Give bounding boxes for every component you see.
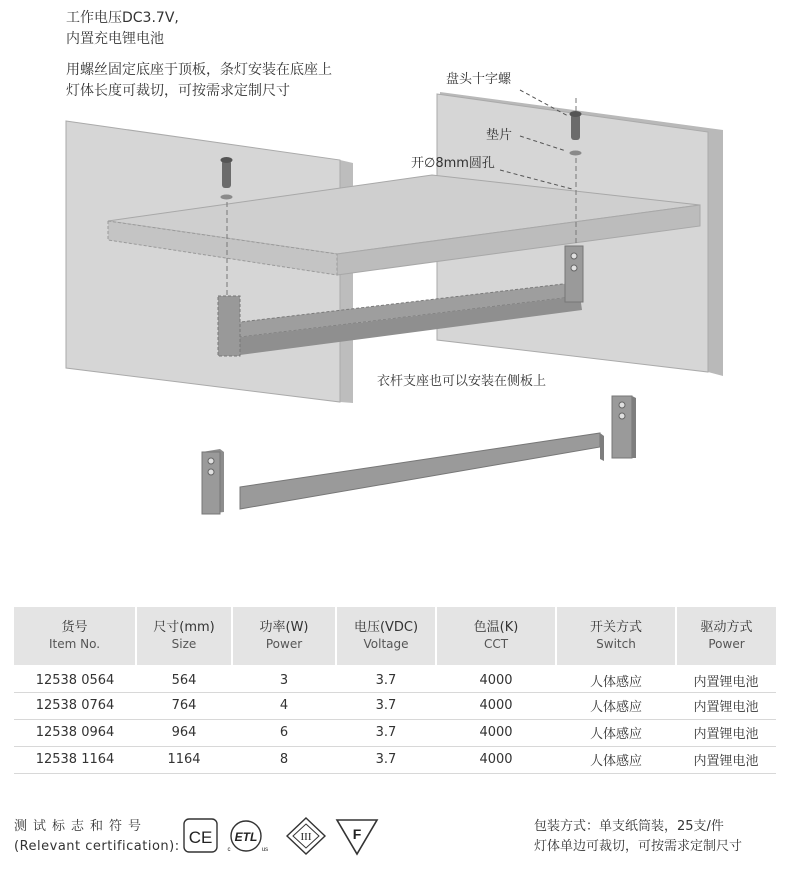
- header-switch: 开关方式 Switch: [556, 607, 676, 665]
- header-size: 尺寸(mm) Size: [136, 607, 232, 665]
- certification-label: [14, 817, 180, 857]
- cell-item-no: 12538 0964: [14, 719, 136, 746]
- cell-switch: 人体感应: [556, 665, 676, 692]
- class-iii-mark-icon: [287, 818, 325, 854]
- cell-driver: 内置锂电池: [676, 665, 776, 692]
- ce-mark-text: CE: [188, 828, 213, 847]
- cell-voltage: 3.7: [336, 719, 436, 746]
- cell-power: 3: [232, 665, 336, 692]
- table-header-row: [14, 607, 776, 665]
- left-side-bracket: [202, 449, 224, 514]
- etl-mark-icon: [228, 821, 269, 853]
- f-mark-text: F: [352, 826, 362, 842]
- etl-mark-c: c: [227, 847, 231, 853]
- packing-info: [534, 817, 742, 857]
- f-mark-icon: [337, 820, 377, 854]
- table-row: [14, 665, 776, 692]
- hole-callout: 开∅8mm圆孔: [411, 156, 495, 171]
- cell-item-no: 12538 0764: [14, 692, 136, 719]
- cell-cct: 4000: [436, 665, 556, 692]
- etl-mark-us: us: [261, 847, 269, 853]
- cell-cct: 4000: [436, 719, 556, 746]
- class-iii-mark-text: III: [300, 831, 312, 843]
- voltage-note: 工作电压DC3.7V,: [66, 10, 179, 26]
- header-power: 功率(W) Power: [232, 607, 336, 665]
- battery-note: 内置充电锂电池: [66, 31, 164, 47]
- mounting-note-line2: 灯体长度可裁切，可按需求定制尺寸: [66, 83, 290, 99]
- header-voltage: 电压(VDC) Voltage: [336, 607, 436, 665]
- ce-mark-icon: [184, 819, 217, 852]
- spec-table: [14, 607, 776, 774]
- cell-driver: 内置锂电池: [676, 746, 776, 773]
- certification-label-cn: 测试标志和符号: [14, 819, 148, 834]
- etl-mark-text: ETL: [234, 830, 258, 844]
- cell-size: 764: [136, 692, 232, 719]
- table-row: [14, 719, 776, 746]
- cell-size: 964: [136, 719, 232, 746]
- cell-driver: 内置锂电池: [676, 719, 776, 746]
- cell-size: 1164: [136, 746, 232, 773]
- cell-driver: 内置锂电池: [676, 692, 776, 719]
- washer-callout: 垫片: [486, 128, 513, 143]
- cell-cct: 4000: [436, 746, 556, 773]
- cell-cct: 4000: [436, 692, 556, 719]
- mounting-note-line1: 用螺丝固定底座于顶板，条灯安装在底座上: [66, 62, 332, 78]
- packing-line2: 灯体单边可裁切，可按需求定制尺寸: [534, 839, 743, 854]
- header-cct: 色温(K) CCT: [436, 607, 556, 665]
- screw-callout: 盘头十字螺: [446, 72, 512, 87]
- cell-voltage: 3.7: [336, 665, 436, 692]
- header-driver: 驱动方式 Power: [700, 620, 753, 651]
- cell-switch: 人体感应: [556, 746, 676, 773]
- certification-marks: [182, 814, 382, 860]
- cell-power: 4: [232, 692, 336, 719]
- right-side-bracket: [612, 396, 636, 458]
- cell-power: 8: [232, 746, 336, 773]
- side-mount-rail: [240, 433, 604, 509]
- header-item-no: 货号 Item No.: [14, 607, 136, 665]
- table-row: [14, 746, 776, 773]
- side-mount-callout: 衣杆支座也可以安装在侧板上: [377, 374, 547, 389]
- cell-item-no: 12538 1164: [14, 746, 136, 773]
- cell-switch: 人体感应: [556, 692, 676, 719]
- cell-size: 564: [136, 665, 232, 692]
- cell-voltage: 3.7: [336, 692, 436, 719]
- certification-label-en: (Relevant certification):: [14, 839, 180, 854]
- table-row: [14, 692, 776, 719]
- cell-item-no: 12538 0564: [14, 665, 136, 692]
- cell-power: 6: [232, 719, 336, 746]
- cell-switch: 人体感应: [556, 719, 676, 746]
- cell-voltage: 3.7: [336, 746, 436, 773]
- packing-line1: 包装方式：单支纸筒装，25支/件: [534, 819, 724, 834]
